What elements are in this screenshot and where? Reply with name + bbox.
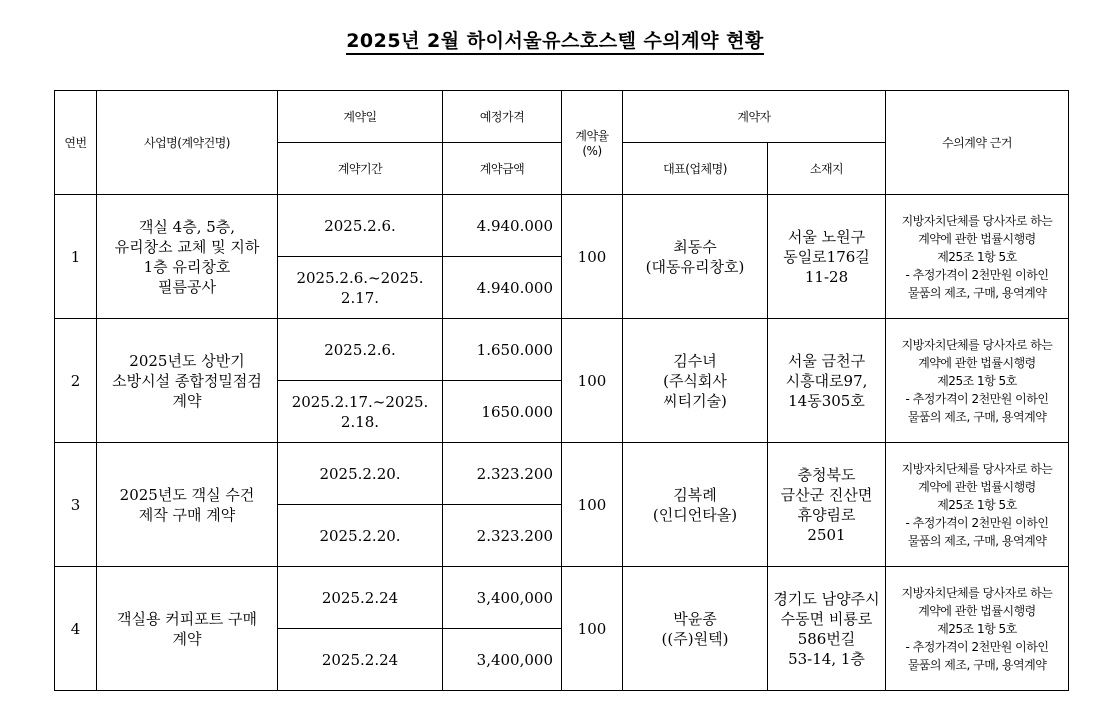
row-contract-amount: 2.323.200 (443, 505, 562, 567)
row-rate: 100 (562, 319, 623, 443)
table-row (55, 443, 1069, 505)
table-row (55, 195, 1069, 257)
row-basis: 지방자치단체를 당사자로 하는 계약에 관한 법률시행령 제25조 1항 5호 - 추정가격이 2천만원 이하인 물품의 제조, 구매, 용역계약 (886, 195, 1069, 319)
contract-table (54, 90, 1069, 691)
header-no: 연번 (55, 91, 97, 195)
row-location: 경기도 남양주시 수동면 비룡로 586번길 53-14, 1층 (768, 567, 886, 691)
header-contract-period: 계약기간 (278, 143, 443, 195)
row-contract-date: 2025.2.6. (278, 319, 443, 381)
row-representative: 박윤종 ((주)원텍) (623, 567, 768, 691)
header-contractor: 계약자 (623, 91, 886, 143)
row-rate: 100 (562, 567, 623, 691)
header-contract-rate: 계약율 (%) (562, 91, 623, 195)
header-representative: 대표(업체명) (623, 143, 768, 195)
row-basis: 지방자치단체를 당사자로 하는 계약에 관한 법률시행령 제25조 1항 5호 - 추정가격이 2천만원 이하인 물품의 제조, 구매, 용역계약 (886, 319, 1069, 443)
row-location: 충청북도 금산군 진산면 휴양림로 2501 (768, 443, 886, 567)
header-location: 소재지 (768, 143, 886, 195)
row-contract-period: 2025.2.17.~2025. 2.18. (278, 381, 443, 443)
row-no: 2 (55, 319, 97, 443)
header-basis: 수의계약 근거 (886, 91, 1069, 195)
row-estimated-price: 2.323.200 (443, 443, 562, 505)
table-row (55, 567, 1069, 629)
row-project: 2025년도 상반기 소방시설 종합정밀점검 계약 (97, 319, 278, 443)
row-contract-period: 2025.2.6.~2025. 2.17. (278, 257, 443, 319)
row-project: 객실용 커피포트 구매 계약 (97, 567, 278, 691)
row-contract-period: 2025.2.20. (278, 505, 443, 567)
row-no: 1 (55, 195, 97, 319)
row-estimated-price: 4.940.000 (443, 195, 562, 257)
row-basis: 지방자치단체를 당사자로 하는 계약에 관한 법률시행령 제25조 1항 5호 - 추정가격이 2천만원 이하인 물품의 제조, 구매, 용역계약 (886, 443, 1069, 567)
header-contract-amount: 계약금액 (443, 143, 562, 195)
document-title (0, 26, 1110, 53)
row-contract-date: 2025.2.24 (278, 567, 443, 629)
row-project: 2025년도 객실 수건 제작 구매 계약 (97, 443, 278, 567)
row-contract-date: 2025.2.6. (278, 195, 443, 257)
row-no: 4 (55, 567, 97, 691)
row-estimated-price: 3,400,000 (443, 567, 562, 629)
row-contract-date: 2025.2.20. (278, 443, 443, 505)
table-row (55, 319, 1069, 381)
header-project: 사업명(계약건명) (97, 91, 278, 195)
row-representative: 김복례 (인디언타올) (623, 443, 768, 567)
row-basis: 지방자치단체를 당사자로 하는 계약에 관한 법률시행령 제25조 1항 5호 - 추정가격이 2천만원 이하인 물품의 제조, 구매, 용역계약 (886, 567, 1069, 691)
row-contract-amount: 4.940.000 (443, 257, 562, 319)
row-rate: 100 (562, 443, 623, 567)
row-representative: 김수녀 (주식회사 씨티기술) (623, 319, 768, 443)
header-contract-date: 계약일 (278, 91, 443, 143)
row-contract-amount: 3,400,000 (443, 629, 562, 691)
row-location: 서울 금천구 시흥대로97, 14동305호 (768, 319, 886, 443)
header-estimated-price: 예정가격 (443, 91, 562, 143)
row-location: 서울 노원구 동일로176길 11-28 (768, 195, 886, 319)
header-row-1 (55, 91, 1069, 143)
row-estimated-price: 1.650.000 (443, 319, 562, 381)
row-representative: 최동수 (대동유리창호) (623, 195, 768, 319)
document-title-text: 2025년 2월 하이서울유스호스텔 수의계약 현황 (346, 30, 764, 55)
row-no: 3 (55, 443, 97, 567)
row-rate: 100 (562, 195, 623, 319)
row-contract-amount: 1650.000 (443, 381, 562, 443)
row-contract-period: 2025.2.24 (278, 629, 443, 691)
row-project: 객실 4층, 5층, 유리창소 교체 및 지하 1층 유리창호 필름공사 (97, 195, 278, 319)
